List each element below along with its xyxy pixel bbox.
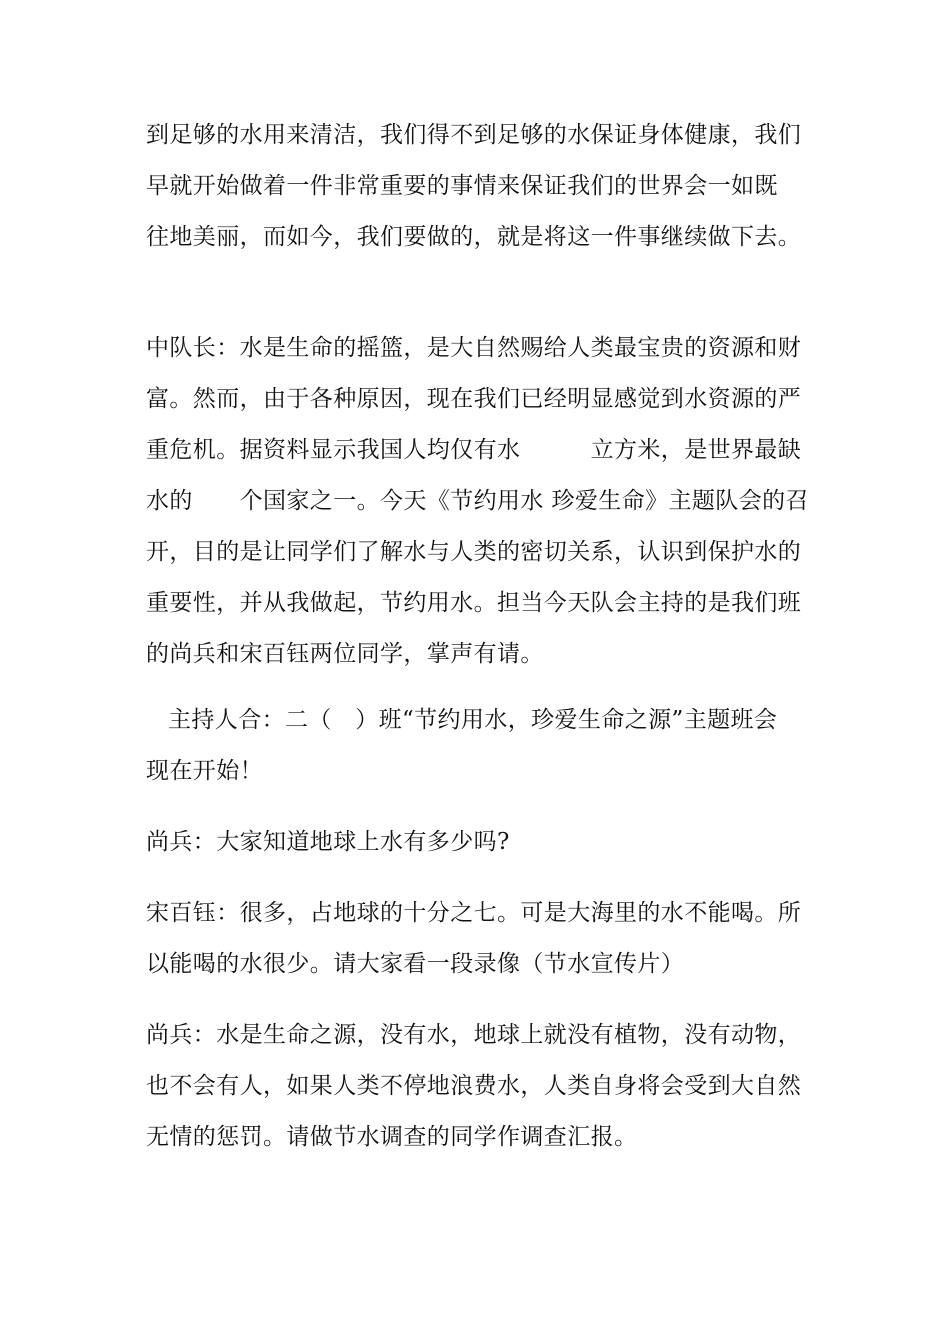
text-line: 以能喝的水很少。请大家看一段录像（节水宣传片）	[146, 951, 685, 977]
text-line: 宋百钰：很多，占地球的十分之七。可是大海里的水不能喝。所	[146, 900, 802, 926]
text-line: 中队长：水是生命的摇篮，是大自然赐给人类最宝贵的资源和财	[146, 335, 802, 361]
text-line: 的尚兵和宋百钰两位同学，掌声有请。	[146, 641, 544, 667]
text-line: 也不会有人，如果人类不停地浪费水，人类自身将会受到大自然	[146, 1073, 802, 1099]
text-line: 富。然而，由于各种原因，现在我们已经明显感觉到水资源的严	[146, 386, 802, 412]
text-line: 到足够的水用来清洁，我们得不到足够的水保证身体健康，我们	[146, 122, 802, 148]
text-line: 重要性，并从我做起，节约用水。担当今天队会主持的是我们班	[146, 590, 802, 616]
text-line: 主持人合：二（ ）班“节约用水，珍爱生命之源”主题班会	[168, 707, 778, 733]
text-line: 现在开始！	[146, 758, 263, 784]
text-line: 无情的惩罚。请做节水调查的同学作调查汇报。	[146, 1124, 638, 1150]
text-line: 重危机。据资料显示我国人均仅有水 立方米，是世界最缺	[146, 437, 802, 463]
paragraph-shangbing-question	[146, 817, 811, 868]
paragraph-intro-continuation	[146, 110, 811, 263]
text-line: 尚兵：大家知道地球上水有多少吗?	[146, 829, 510, 855]
text-line: 开，目的是让同学们了解水与人类的密切关系，认识到保护水的	[146, 539, 802, 565]
paragraph-songbaiyu-answer	[146, 888, 811, 990]
paragraph-squad-leader	[146, 323, 811, 680]
text-line: 尚兵：水是生命之源，没有水，地球上就没有植物，没有动物，	[146, 1022, 802, 1048]
paragraph-shangbing-statement	[146, 1010, 811, 1163]
text-line: 水的 个国家之一。今天《节约用水 珍爱生命》主题队会的召	[146, 488, 809, 514]
paragraph-hosts-together	[146, 695, 811, 797]
text-line: 早就开始做着一件非常重要的事情来保证我们的世界会一如既	[146, 173, 778, 199]
text-line: 往地美丽，而如今，我们要做的，就是将这一件事继续做下去。	[146, 224, 802, 250]
